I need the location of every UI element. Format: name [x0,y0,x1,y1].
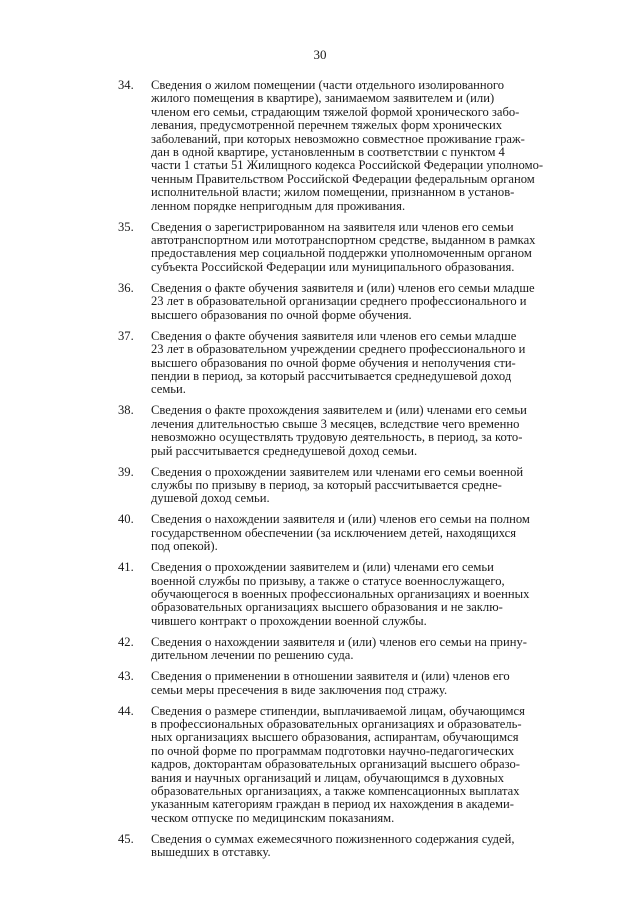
item-number: 44. [118,703,134,718]
item-text: Сведения о суммах ежемесячного пожизненного содержания судей, вышедших в отставку. [151,831,515,860]
item-text: Сведения о нахождении заявителя и (или) членов его семьи на прину- дительном лечении по решению суда. [151,634,527,663]
list-item [118,705,570,826]
item-number: 41. [118,560,134,575]
item-text: Сведения о факте обучения заявителя или членов его семьи младше 23 лет в образовательном учреждении среднего профессионального и высшего образования по очной форме обучения и неполучения сти- пендии в период, за который рассчитывается среднедушевой доход семьи. [151,328,526,397]
item-list [118,79,570,867]
item-number: 36. [118,280,134,295]
list-item [118,636,570,663]
list-item [118,330,570,397]
list-item [118,513,570,553]
item-text: Сведения о зарегистрированном на заявителя или членов его семьи автотранспортном или мототранспортном средстве, выданном в рамках предоставления мер социальной поддержки уполномоченным органом субъекта Российской Федерации или муниципального образования. [151,219,536,274]
item-text: Сведения о размере стипендии, выплачиваемой лицам, обучающимся в профессиональных образовательных организациях и образователь- ных организациях высшего образования, аспирантам, обучающимся по очной форме по программам подготовки научно-педагогических кадров, докторантам образовательных организаций высшего образо- вания и научных организаций и лицам, обучающимся в духовных образовательных организациях, а также компенсационных выплатах указанным категориям граждан в период их нахождения в академи- ческом отпуске по медицинским показаниям. [151,703,525,825]
item-number: 38. [118,403,134,418]
item-number: 34. [118,78,134,92]
item-text: Сведения о нахождении заявителя и (или) членов его семьи на полном государственном обеспечении (за исключением детей, находящихся под опекой). [151,512,530,554]
item-text: Сведения о факте прохождения заявителем и (или) членами его семьи лечения длительностью свыше 3 месяцев, вследствие чего временно невозможно осуществлять трудовую деятельность, в период, за кото- рый рассчитывается среднедушевой доход семьи. [151,403,527,458]
item-number: 42. [118,634,134,649]
item-text: Сведения о жилом помещении (части отдельного изолированного жилого помещения в квартире), занимаемом заявителем и (или) членом его семьи, страдающим тяжелой формой хронического забо- левания, предусмотренной перечнем тяжелых форм хронических заболеваний, при которых невозможно совместное проживание граж- дан в одной квартире, установленным в соответствии с пунктом 4 части 1 статьи 51 Жилищного кодекса Российской Федерации уполномо- ченным Правительством Российской Федерации федеральным органом исполнительной власти; жилом помещении, признанном в установ- ленном порядке непригодным для проживания. [151,78,544,213]
item-number: 39. [118,464,134,479]
item-number: 45. [118,831,134,846]
item-number: 35. [118,219,134,234]
item-text: Сведения о факте обучения заявителя и (или) членов его семьи младше 23 лет в образовательной организации среднего профессионального и высшего образования по очной форме обучения. [151,280,535,322]
list-item [118,79,570,213]
item-number: 40. [118,512,134,527]
list-item [118,282,570,322]
list-item [118,561,570,628]
item-number: 37. [118,328,134,343]
list-item [118,833,570,860]
page-number: 30 [313,47,327,62]
list-item [118,466,570,506]
item-text: Сведения о применении в отношении заявителя и (или) членов его семьи меры пресечения в виде заключения под стражу. [151,669,510,697]
item-text: Сведения о прохождении заявителем или членами его семьи военной службы по призыву в период, за который рассчитывается средне- душевой доход семьи. [151,464,524,506]
list-item [118,670,570,697]
item-number: 43. [118,669,134,684]
list-item [118,221,570,275]
item-text: Сведения о прохождении заявителем и (или) членами его семьи военной службы по призыву, а также о статусе военнослужащего, обучающегося в военных профессиональных организациях и военных образовательных организациях высшего образования и не заклю- чившего контракт о прохождении военной службы. [151,560,530,628]
list-item [118,404,570,458]
